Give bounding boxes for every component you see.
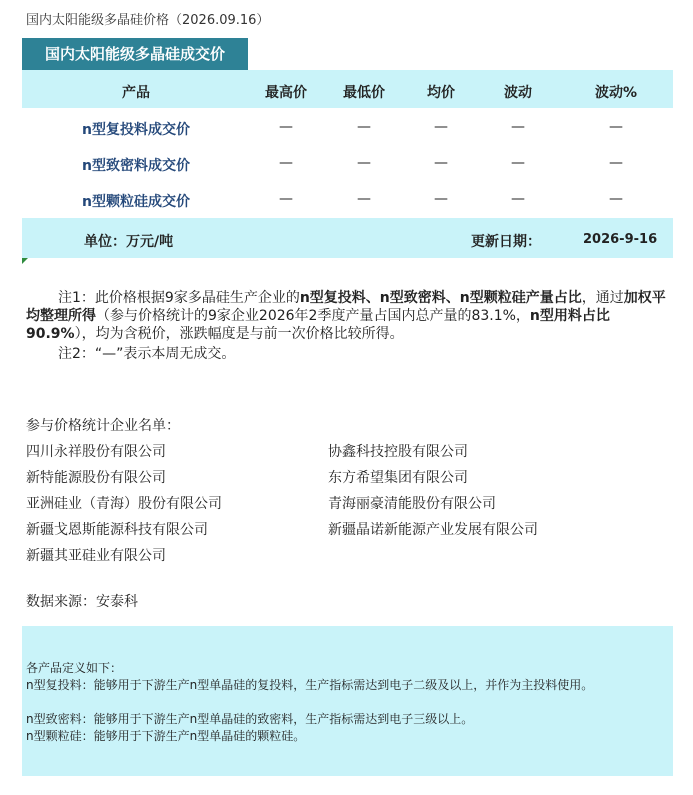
note-1-text: ），均为含税价，涨跌幅度是与前一次价格比较所得。 <box>74 326 404 342</box>
header-avg-price: 均价 <box>427 85 455 101</box>
company-name: 协鑫科技控股有限公司 <box>328 444 468 460</box>
change-percent-value: — <box>609 155 623 171</box>
note-1-text: 注1：此价格根据9家多晶硅生产企业的 <box>58 290 300 306</box>
update-date-label: 更新日期： <box>471 234 541 250</box>
change-value: — <box>511 191 525 207</box>
definition-item: n型颗粒硅：能够用于下游生产n型单晶硅的颗粒硅。 <box>26 729 306 743</box>
max-price-value: — <box>279 155 293 171</box>
table-footer-row <box>22 218 673 258</box>
note-1-text: （参与价格统计的9家企业2026年2季度产量占国内总产量的83.1%， <box>96 308 530 324</box>
avg-price-value: — <box>434 119 448 135</box>
company-name: 新疆晶诺新能源产业发展有限公司 <box>328 522 538 538</box>
company-name: 新疆其亚硅业有限公司 <box>26 548 166 564</box>
change-value: — <box>511 155 525 171</box>
tab-polysilicon-price[interactable]: 国内太阳能级多晶硅成交价 <box>22 38 248 70</box>
header-max-price: 最高价 <box>265 85 307 101</box>
product-name[interactable]: n型复投料成交价 <box>82 122 190 138</box>
note-2: 注2：“—”表示本周无成交。 <box>58 346 236 362</box>
company-name: 新疆戈恩斯能源科技有限公司 <box>26 522 208 538</box>
definitions-box <box>22 626 673 776</box>
company-name: 东方希望集团有限公司 <box>328 470 468 486</box>
header-change-percent: 波动% <box>594 85 638 101</box>
price-table <box>22 70 673 258</box>
unit-label: 单位：万元/吨 <box>84 234 174 250</box>
table-header-row <box>22 70 673 108</box>
avg-price-value: — <box>434 191 448 207</box>
header-product: 产品 <box>122 85 150 101</box>
companies-title: 参与价格统计企业名单： <box>26 418 180 434</box>
corner-marker <box>22 258 28 264</box>
avg-price-value: — <box>434 155 448 171</box>
company-name: 四川永祥股份有限公司 <box>26 444 166 460</box>
max-price-value: — <box>279 191 293 207</box>
definition-item: n型复投料：能够用于下游生产n型单晶硅的复投料，生产指标需达到电子二级及以上，并作为主投料使用。 <box>26 678 594 692</box>
update-date-value: 2026-9-16 <box>583 232 658 247</box>
definitions-title: 各产品定义如下： <box>26 661 123 675</box>
definition-item: n型致密料：能够用于下游生产n型单晶硅的致密料，生产指标需达到电子三级以上。 <box>26 712 474 726</box>
data-source: 数据来源：安泰科 <box>26 594 138 610</box>
change-percent-value: — <box>609 191 623 207</box>
note-1-bold: 加权平均整理所得 <box>26 290 666 324</box>
company-name: 新特能源股份有限公司 <box>26 470 166 486</box>
company-name: 亚洲硅业（青海）股份有限公司 <box>26 496 222 512</box>
change-value: — <box>511 119 525 135</box>
product-name[interactable]: n型颗粒硅成交价 <box>82 194 190 210</box>
note-1-bold: n型用料占比90.9% <box>26 308 610 342</box>
note-1 <box>26 289 671 343</box>
min-price-value: — <box>357 191 371 207</box>
header-change: 波动 <box>504 85 532 101</box>
note-1-text: ，通过 <box>581 290 624 306</box>
company-name: 青海丽豪清能股份有限公司 <box>328 496 496 512</box>
page-title: 国内太阳能级多晶硅价格（2026.09.16） <box>26 13 270 28</box>
max-price-value: — <box>279 119 293 135</box>
header-min-price: 最低价 <box>343 85 385 101</box>
product-name[interactable]: n型致密料成交价 <box>82 158 190 174</box>
note-1-bold: n型复投料、n型致密料、n型颗粒硅产量占比 <box>299 290 582 306</box>
change-percent-value: — <box>609 119 623 135</box>
min-price-value: — <box>357 119 371 135</box>
min-price-value: — <box>357 155 371 171</box>
